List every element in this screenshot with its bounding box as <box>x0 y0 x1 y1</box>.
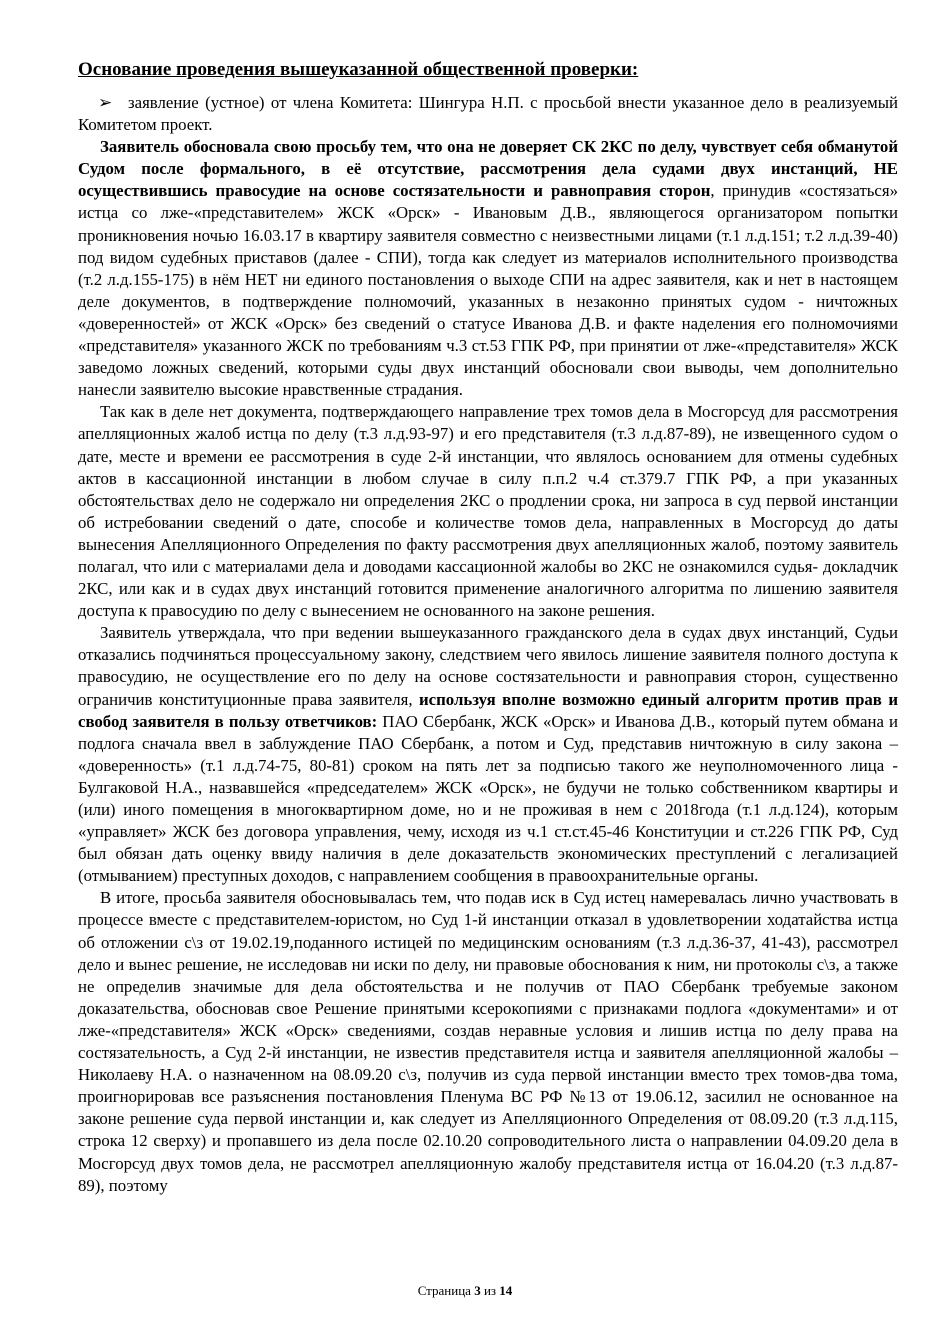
paragraph-3-text: ПАО Сбербанк, ЖСК «Орск» и Иванова Д.В., который путем обмана и подлога сначала ввел в заблуждение ПАО Сбербанк, а потом и Суд, представив ничтожную в силу закона – «доверенность» (т.1 л.д.74-75, 80-81) сроком на пять лет за подписью такого же неуполномоченного лица - Булгаковой Н.А., назвавшейся «председателем» ЖСК «Орск», не будучи не только собственником квартиры и (или) иного помещения в многоквартирном доме, но и не проживая в нем с 2018года (т.1 л.д.124), которым «управляет» ЖСК без договора управления, чему, исходя из ч.1 ст.ст.45-46 Конституции и ст.226 ГПК РФ, Суд был обязан дать оценку ввиду наличия в деле доказательств экономических преступлений с легализацией (отмыванием) преступных доходов, с направлением сообщения в правоохранительные органы. <box>78 711 899 886</box>
footer-prefix: Страница <box>417 1283 475 1298</box>
page-total: 14 <box>499 1283 513 1298</box>
arrow-bullet-icon: ➢ <box>98 93 113 112</box>
document-body <box>78 58 898 1197</box>
paragraph-1-text: , принудив «состязаться» истца со лже-«представителем» ЖСК «Орск» - Ивановым Д.В., являющегося организатором попытки проникновения ночью 16.03.17 в квартиру заявителя совместно с неизвестными лицами (т.1 л.д.151; т.2 л.д.39-40) под видом судебных приставов (далее - СПИ), тогда как следует из материалов исполнительного производства (т.2 л.д.155-175) в нём НЕТ ни единого постановления о выходе СПИ на адрес заявителя, как и нет в настоящем деле документов, в подтверждение полномочий, указанных в незаконно принятых судом - ничтожных «доверенностей» от ЖСК «Орск» без сведений о статусе Иванова Д.В. и факте наделения его полномочиями «представителя» указанного ЖСК по требованиям ч.3 ст.53 ГПК РФ, при принятии от лже-«представителя» ЖСК заведомо ложных сведений, которыми суды двух инстанций обосновали свои выводы, чем дополнительно нанесли заявителю высокие нравственные страдания. <box>78 181 898 400</box>
section-heading: Основание проведения вышеуказанной общественной проверки: <box>78 59 639 80</box>
page-number: 3 <box>474 1283 481 1298</box>
paragraph-4: В итоге, просьба заявителя обосновывалась тем, что подав иск в Суд истец намеревалась лично участвовать в процессе вместе с представителем-юристом, но Суд 1-й инстанции отказал в удовлетворении ходатайства истца об отложении с\з от 19.02.19,поданного истицей по медицинским основаниям (т.3 л.д.36-37, 41-43), рассмотрел дело и вынес решение, не исследовав ни иски по делу, ни правовые обоснования к ним, ни протоколы с\з, а также не определив значимые для дела обстоятельства и не получив от ПАО Сбербанк требуемые законом доказательства, обосновав свое Решение принятыми ксерокопиями с признаками подлога «документами» и от лже-«представителя» ЖСК «Орск» сведениями, создав неравные условия и лишив истца по делу права на состязательность, а Суд 2-й инстанции, не известив представителя истца и заявителя апелляционной жалобы – Николаеву Н.А. о назначенном на 08.09.20 с\з, получив из суда первой инстанции вместо трех томов-два тома, проигнорировав все разъяснения постановления Пленума ВС РФ №13 от 19.06.12, засилил не основанное на законе решение суда первой инстанции и, как следует из Апелляционного Определения от 08.09.20 (т.3 л.д.115, строка 12 сверху) и пропавшего из дела после 02.10.20 сопроводительного листа о направлении 04.09.20 дела в Мосгорсуд двух томов дела, не рассмотрел апелляционную жалобу представителя истца от 16.04.20 (т.3 л.д.87-89), поэтому <box>78 888 898 1195</box>
page-footer <box>0 1283 930 1299</box>
paragraph-2: Так как в деле нет документа, подтверждающего направление трех томов дела в Мосгорсуд для рассмотрения апелляционных жалоб истца по делу (т.3 л.д.93-97) и его представителя (т.3 л.д.87-89), не извещенного судом о дате, месте и времени ее рассмотрения в суде 2-й инстанции, что являлось основанием для отмены судебных актов в кассационной инстанции в любом случае в силу п.п.2 ч.4 ст.379.7 ГПК РФ, а при указанных обстоятельствах дело не содержало ни определения 2КС о продлении срока, ни запроса в суд первой инстанции об истребовании сведений о дате, способе и количестве томов дела, направленных в Мосгорсуд до даты вынесения Апелляционного Определения по факту рассмотрения двух апелляционных жалоб, поэтому заявитель полагал, что или с материалами дела и доводами кассационной жалобы во 2КС не ознакомился судья- докладчик 2КС, или как и в судах двух инстанций готовится применение аналогичного алгоритма по лишению заявителя доступа к правосудию по делу с вынесением не основанного на законе решения. <box>78 402 898 621</box>
paragraph-3 <box>78 622 898 887</box>
paragraph-3-bold: используя вполне возможно единый алгоритм против прав и свобод заявителя в пользу ответчиков: <box>78 689 898 731</box>
paragraph-1-bold: Заявитель обосновала свою просьбу тем, что она не доверяет СК 2КС по делу, чувствует себя обманутой Судом после формального, в её отсутствие, рассмотрения дела судами двух инстанций, НЕ осуществившись правосудие на основе состязательности и равноправия сторон <box>78 137 898 201</box>
bullet-text: заявление (устное) от члена Комитета: Шингура Н.П. с просьбой внести указанное дело в реализуемый Комитетом проект. <box>78 93 898 135</box>
paragraph-3-start: Заявитель утверждала, что при ведении вышеуказанного гражданского дела в судах двух инстанций, Судьи отказались подчиняться процессуальному закону, следствием чего явилось лишение заявителя полного доступа к правосудию, не осуществление его по делу на основе состязательности и равноправия сторон, существенно ограничив конституционные права заявителя, <box>78 623 898 709</box>
footer-middle: из <box>480 1283 500 1298</box>
bullet-item <box>78 92 898 136</box>
paragraph-1 <box>78 136 898 401</box>
